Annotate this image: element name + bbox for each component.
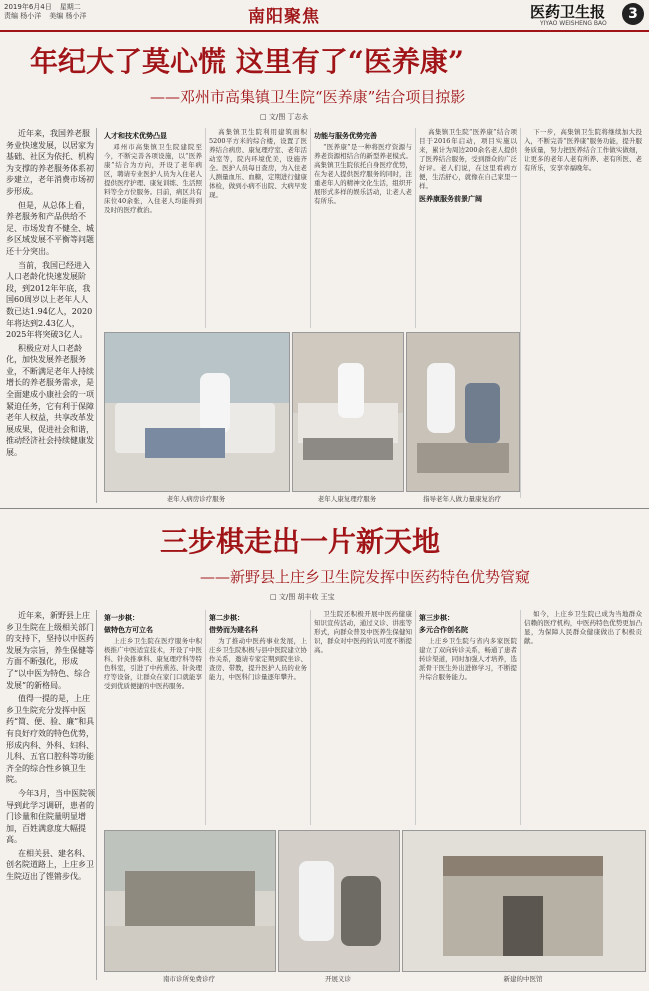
story1-column-1 bbox=[104, 128, 202, 328]
header-rule bbox=[0, 30, 649, 32]
column-subhead: 做特色方可立名 bbox=[104, 625, 153, 634]
photo-free-consultation bbox=[278, 830, 400, 972]
photo-ward-treatment bbox=[104, 332, 290, 492]
column-subhead: 第二步棋： bbox=[209, 613, 244, 622]
column-rule bbox=[415, 610, 416, 825]
caption: 开展义诊 bbox=[325, 975, 351, 983]
column-text: 上庄乡卫生院在医疗服务中积极推广中医适宜技术，开设了中医科、针灸推拿科、康复理疗科等特色科室，引进了中药熏蒸、针灸理疗等设备，让群众在家门口就能享受到优质便捷的中医药服务。 bbox=[104, 637, 202, 690]
column-text: 高集镇卫生院“医养康”结合项目于2016年启动，项目实施以来，累计为周边200余名老人提供了医养结合服务，受到群众的广泛好评。老人们说，在这里看病方便，生活舒心，就像在自己家里一样。 bbox=[419, 128, 517, 190]
sidebar-paragraph: 但是，从总体上看，养老服务和产品供给不足、市场发育不健全、城乡区域发展不平衡等问题还十分突出。 bbox=[6, 200, 94, 256]
issue-weekday: 星期二 bbox=[59, 3, 81, 11]
column-text: 为了推动中医药事业发展，上庄乡卫生院积极与县中医院建立协作关系，邀请专家定期到院坐诊、查房、带教，提升医护人员的业务能力，中医科门诊量逐年攀升。 bbox=[209, 637, 307, 681]
art-editor-credit: 美编 杨小洋 bbox=[49, 12, 87, 20]
story1-column-3 bbox=[314, 128, 412, 328]
story2-column-4 bbox=[419, 610, 517, 825]
photo-free-clinic bbox=[104, 830, 276, 972]
sidebar-paragraph: 今年3月，当中医院领导到此学习调研，患者的门诊量和住院量明显增加，百姓满意度大幅提高。 bbox=[6, 788, 96, 845]
photo-tcm-hall bbox=[402, 830, 646, 972]
caption: 南市诊所免费诊疗 bbox=[163, 975, 215, 983]
caption: 新建的中医馆 bbox=[503, 975, 543, 983]
newspaper-logo: 医药卫生报 bbox=[530, 3, 606, 21]
sidebar-paragraph: 近年来，我国养老服务业快速发展，以居家为基础、社区为依托、机构为支撑的养老服务体系初步建立，老年消费市场初步形成。 bbox=[6, 129, 94, 196]
sidebar-paragraph: 值得一提的是，上庄乡卫生院充分发挥中医药“简、便、验、廉”和具有良好疗效的特色优势，形成内科、外科、妇科、儿科、五官口腔科等功能齐全的综合性乡镇卫生院。 bbox=[6, 694, 95, 785]
column-text: 如今，上庄乡卫生院已成为当地群众信赖的医疗机构，中医药特色优势更加凸显，为保障人民群众健康做出了积极贡献。 bbox=[524, 610, 642, 645]
photo-strength-rehab bbox=[406, 332, 520, 492]
column-text: 邓州市高集镇卫生院建院至今，不断完善各项设施，以“医养康”结合为方向，开设了老年病区，聘请专业医护人员为入住老人提供医疗护理、康复训练、生活照料等全方位服务。目前，病区共有床位40余张，入住老人均能得到及时的医疗救治。 bbox=[104, 143, 202, 214]
photo-rehab-therapy bbox=[292, 332, 404, 492]
column-rule bbox=[520, 610, 521, 825]
column-subhead: 医养康服务前景广阔 bbox=[419, 194, 482, 203]
column-subhead: 第一步棋： bbox=[104, 613, 139, 622]
column-subhead: 借势而为建名科 bbox=[209, 625, 258, 634]
column-subhead: 人才和技术优势凸显 bbox=[104, 131, 167, 140]
section-title: 南阳聚焦 bbox=[248, 7, 320, 27]
column-text: 上庄乡卫生院与省内多家医院建立了双向转诊关系，畅通了患者转诊渠道，同时加强人才培养，选派骨干医生外出进修学习，不断提升综合服务能力。 bbox=[419, 637, 517, 681]
story2-column-1 bbox=[104, 610, 202, 825]
column-text: 高集镇卫生院利用建筑面积5200平方米的综合楼，设置了医养结合病房、康复理疗室、老年活动室等，院内环境优美，设施齐全。医护人员每日查房，为入住老人测量血压、血糖，定期进行健康体检，做到小病不出院、大病早发现。 bbox=[209, 128, 307, 199]
column-rule bbox=[205, 610, 206, 825]
story1-subline: ——邓州市高集镇卫生院“医养康”结合项目掠影 bbox=[150, 88, 466, 106]
column-subhead: 功能与服务优势完善 bbox=[314, 131, 377, 140]
column-text: 下一步，高集镇卫生院将继续加大投入，不断完善“医养康”服务功能，提升服务质量，努力把医养结合工作做实做细，让更多的老年人老有所养、老有所医、老有所乐，安享幸福晚年。 bbox=[524, 128, 642, 172]
story1-sidebar bbox=[6, 128, 97, 503]
story1-byline: □ 文/图 丁志永 bbox=[260, 113, 309, 121]
story2-subline: ——新野县上庄乡卫生院发挥中医药特色优势管窥 bbox=[200, 568, 531, 586]
sidebar-paragraph: 积极应对人口老龄化，加快发展养老服务业，不断满足老年人持续增长的养老服务需求，是全面建成小康社会的一项紧迫任务，它有利于保障老年人权益，共享改革发展成果，促进社会和谐，推动经济社会持续健康发展。 bbox=[6, 343, 94, 458]
column-rule bbox=[310, 610, 311, 825]
editor-credit: 责编 杨小洋 bbox=[4, 12, 42, 20]
story-divider bbox=[0, 508, 649, 509]
issue-date: 2019年6月4日 bbox=[4, 3, 52, 11]
caption: 老年人病房诊疗服务 bbox=[166, 495, 226, 503]
column-rule bbox=[310, 128, 311, 328]
header-meta bbox=[4, 3, 94, 21]
newspaper-logo-sub: YIYAO WEISHENG BAO bbox=[540, 20, 607, 27]
story2-column-5 bbox=[524, 610, 642, 825]
story2-byline: □ 文/图 胡丰收 王宝 bbox=[270, 593, 335, 601]
column-rule bbox=[415, 128, 416, 328]
column-rule bbox=[205, 128, 206, 328]
column-subhead: 多元合作创名院 bbox=[419, 625, 468, 634]
caption: 指导老年人做力量康复治疗 bbox=[423, 495, 501, 503]
story2-headline: 三步棋走出一片新天地 bbox=[160, 525, 441, 558]
caption: 老年人康复理疗服务 bbox=[317, 495, 377, 503]
story1-column-2 bbox=[209, 128, 307, 328]
column-text: “医养康”是一种将医疗资源与养老资源相结合的新型养老模式。高集镇卫生院依托自身医疗优势，在为老人提供医疗服务的同时，注重老年人的精神文化生活，组织开展形式多样的娱乐活动，让老人老有所乐。 bbox=[314, 143, 412, 205]
story2-sidebar bbox=[6, 610, 97, 980]
column-rule bbox=[520, 128, 521, 498]
page-header bbox=[0, 0, 649, 30]
page-number: 3 bbox=[622, 3, 644, 25]
story1-column-4 bbox=[419, 128, 517, 328]
sidebar-paragraph: 在相关县、建名科、创名院道路上，上庄乡卫生院迈出了铿锵步伐。 bbox=[6, 848, 94, 882]
sidebar-paragraph: 近年来，新野县上庄乡卫生院在上级相关部门的支持下，坚持以中医药发展为宗旨，养生保健等方面不断强化，形成了“以中医为特色、综合发展”的新格局。 bbox=[6, 611, 94, 690]
column-subhead: 第三步棋： bbox=[419, 613, 454, 622]
story1-column-5 bbox=[524, 128, 642, 498]
story2-column-2 bbox=[209, 610, 307, 825]
story2-column-3 bbox=[314, 610, 412, 825]
sidebar-paragraph: 当前，我国已经进入人口老龄化快速发展阶段，到2012年年底，我国60周岁以上老年人人数已达1.94亿人，2020年将达到2.43亿人，2025年将突破3亿人。 bbox=[6, 260, 93, 340]
story1-headline: 年纪大了莫心慌 这里有了“医养康” bbox=[30, 45, 464, 78]
column-text: 卫生院还积极开展中医药健康知识宣传活动，通过义诊、讲座等形式，向群众普及中医养生保健知识，群众对中医药的认可度不断提高。 bbox=[314, 610, 412, 654]
